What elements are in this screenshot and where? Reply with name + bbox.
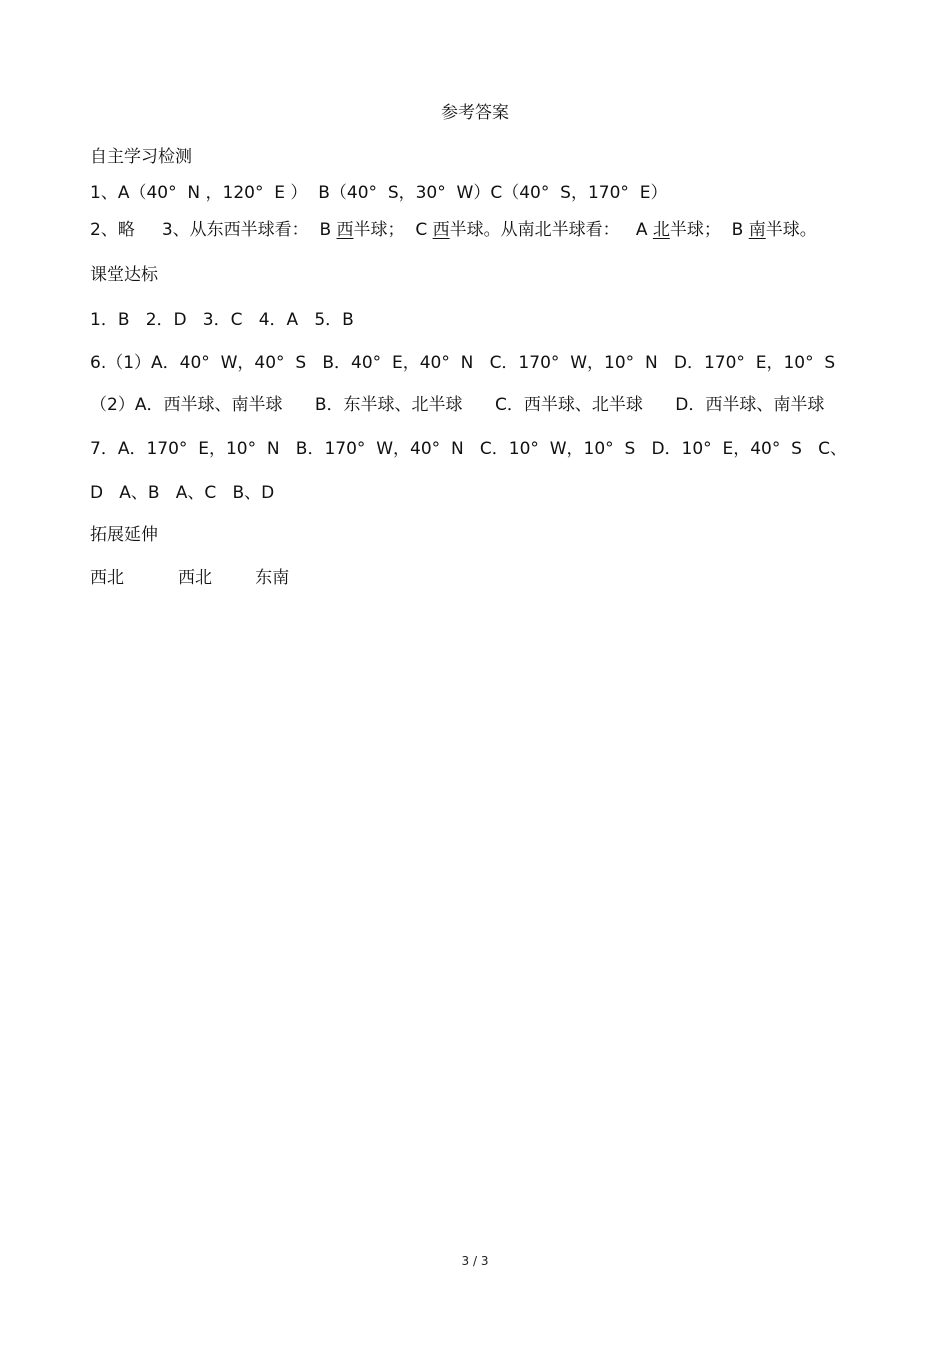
class-answer-line-1: 1．B 2．D 3．C 4．A 5．B (90, 310, 354, 330)
heading-self-study: 自主学习检测 (90, 147, 192, 167)
answer-line-2-part-3: 半球。从南北半球看： A (449, 220, 653, 240)
page-number: 3 / 3 (461, 1254, 489, 1268)
underlined-answer-3: 北 (652, 220, 670, 240)
heading-extension: 拓展延伸 (90, 525, 158, 545)
page-title: 参考答案 (441, 103, 509, 123)
underlined-answer-2: 西 (432, 220, 450, 240)
answer-line-2-part-1: 2、略 3、从东西半球看： B (90, 220, 337, 240)
underlined-answer-4: 南 (748, 220, 766, 240)
class-answer-line-3: （2）A．西半球、南半球 B．东半球、北半球 C．西半球、北半球 D．西半球、南半球 (90, 395, 825, 415)
heading-class-check: 课堂达标 (90, 265, 158, 285)
answer-line-2-part-4: 半球； B (669, 220, 749, 240)
answer-line-2-part-5: 半球。 (765, 220, 817, 240)
underlined-answer-1: 西 (336, 220, 354, 240)
answer-line-2 (90, 219, 817, 241)
class-answer-line-5: D A、B A、C B、D (90, 483, 275, 503)
extension-answer-line: 西北 西北 东南 (90, 568, 290, 588)
class-answer-line-2: 6.（1）A．40° W，40° S B．40° E，40° N C．170° W，10° N D．170° E，10° S (90, 353, 836, 373)
answer-line-2-part-2: 半球； C (353, 220, 433, 240)
class-answer-line-4: 7．A．170° E，10° N B．170° W，40° N C．10° W，10° S D．10° E，40° S C、 (90, 439, 848, 459)
answer-line-1: 1、A（40° N ，120° E ） B（40° S，30° W）C（40° S，170° E） (90, 183, 668, 203)
